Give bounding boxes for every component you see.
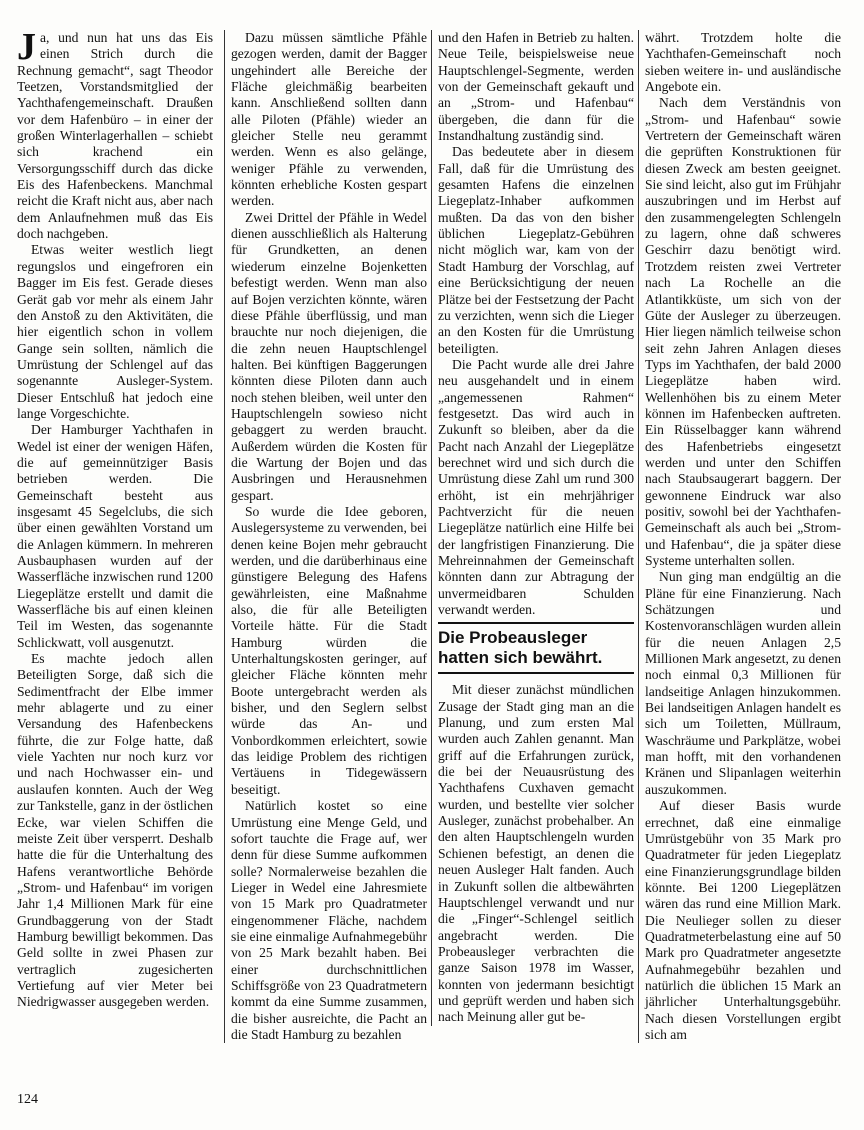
column-1 (17, 26, 213, 1011)
paragraph: Etwas weiter westlich liegt regungslos und eingefroren ein Bagger im Eis fest. Gerade dieses Gerät gab vor mehr als einem Jahr den Anstoß zu den Aktivitäten, die hier eigentlich schon in vollem Gange sein sollten, nämlich die Umrüstung der Schlengel auf das sogenannte Ausleger-System. Dieser Entschluß hat jedoch eine lange Vorgeschichte. (17, 242, 213, 421)
paragraph: Natürlich kostet so eine Umrüstung eine Menge Geld, und sofort tauchte die Frage auf, wer denn für diese Summe aufkommen solle? Normalerweise bezahlen die Lieger in Wedel eine Jahresmiete von 15 Mark pro Quadratmeter eingenommener Fläche, nachdem sie eine einmalige Aufnahmegebühr von 25 Mark bezahlt haben. Bei einer durchschnittlichen Schiffsgröße von 23 Quadratmetern kommt da eine Summe zusammen, die bisher ausreichte, die Pacht an die Stadt Hamburg zu bezahlen (231, 798, 427, 1042)
paragraph: Nun ging man endgültig an die Pläne für eine Finanzierung. Nach Schätzungen und Kostenvoranschlägen wurden allein für die neuen Anlagen 2,5 Millionen Mark angesetzt, zu denen noch einmal 0,3 Millionen für landseitige Anlagen hinzukommen. Bei landseitigen Anlagen handelt es sich um Toiletten, Müllraum, Waschräume und Parkplätze, wobei man hofft, mit den vorhandenen Kränen und Slipanlagen weiterhin auszukommen. (645, 569, 841, 797)
paragraph: Mit dieser zunächst mündlichen Zusage der Stadt ging man an die Planung, und zum ersten Mal wurden auch Zahlen genannt. Man griff auf die Erfahrungen zurück, die bei der Neuausrüstung des Yachthafens Cuxhaven gemacht wurden, und bestellte vier solcher Ausleger, zunächst probehalber. An den alten Hauptschlengeln wurden Schienen befestigt, an denen die neuen Ausleger Halt fanden. Auch in Zukunft sollen die altbewährten Hauptschlengel verwandt und nur die „Finger“-Schlengel seitlich angebracht werden. Die Probeausleger verbrachten die ganze Saison 1978 im Wasser, konnten von jedermann besichtigt und geprüft werden und haben sich nach Meinung aller gut be- (438, 682, 634, 1025)
paragraph: So wurde die Idee geboren, Auslegersysteme zu verwenden, bei denen keine Bojen mehr gebraucht werden, und die darüberhinaus eine günstigere Belegung des Hafens gewährleisten, eine Maßnahme also, die für alle Beteiligten Vorteile hätte. Für die Stadt Hamburg würden die Unterhaltungskosten geringer, auf gleicher Fläche könnten mehr Boote untergebracht werden als bisher, und den Seglern selbst würde das An- und Vonbordkommen erleichtert, sowie das leidige Problem des richtigen Vertäuens in Tidegewässern beseitigt. (231, 503, 427, 797)
paragraph (17, 26, 213, 242)
paragraph: währt. Trotzdem holte die Yachthafen-Gemeinschaft noch sieben weitere in- und ausländische Angebote ein. (645, 30, 841, 95)
paragraph-text: a, und nun hat uns das Eis einen Strich durch die Rechnung gemacht“, sagt Theodor Teetzen, Vorstandsmitglied der Yachthafengemeinschaft. Draußen vor dem Hafenbüro – in einer der großen Winterlagerhallen – schiebt sich krachend ein Versorgungsschiff durch das dicke Eis des Hafenbeckens. Manchmal reicht die Kraft nicht aus, aber nach dem Anlaufnehmen muß das Eis doch nachgeben. (17, 30, 213, 242)
column-4 (638, 30, 841, 1043)
paragraph: und den Hafen in Betrieb zu halten. Neue Teile, beispielsweise neue Hauptschlengel-Segmente, werden von der Gemeinschaft gekauft und an „Strom- und Hafenbau“ übergeben, die dann für die Instandhaltung zuständig sind. (438, 30, 634, 144)
paragraph: Das bedeutete aber in diesem Fall, daß für die Umrüstung des gesamten Hafens die einzelnen Liegeplatz-Inhaber aufkommen mußten. Da das von den bisher üblichen Liegeplatz-Gebühren nicht möglich war, kam von der Stadt Hamburg der Vorschlag, auf eine Berücksichtigung der neuen Plätze bei der Festsetzung der Pacht zu verzichten, wenn sich die Lieger an den Kosten für die Umrüstung beteiligten. (438, 144, 634, 356)
drop-cap: J (17, 26, 36, 68)
headline-line-1: Die Probeausleger (438, 628, 588, 648)
paragraph: Auf dieser Basis wurde errechnet, daß eine einmalige Umrüstgebühr von 35 Mark pro Quadratmeter für jeden Liegeplatz eine Finanzierungsgrundlage bilden könnte. Bei 1200 Liegeplätzen wären das rund eine Million Mark. Die Neulieger sollen zu dieser Quadratmeterbelastung eine auf 50 Mark pro Quadratmeter angesetzte Aufnahmegebühr bezahlen und natürlich die üblichen 15 Mark an jährlicher Unterhaltungsgebühr. Nach diesen Vorstellungen ergibt sich am (645, 798, 841, 1042)
section-headline (438, 622, 634, 674)
paragraph: Nach dem Verständnis von „Strom- und Hafenbau“ sowie Vertretern der Gemeinschaft wären die geprüften Konstruktionen für diesen Zweck am besten geeignet. Sie sind leicht, also gut im Frühjahr auszubringen und im Herbst auf den zusammengelegten Schlengeln zu lagern, ohne daß schweres Geschirr dazu benötigt wird. Trotzdem reisten zwei Vertreter nach La Rochelle an die Atlantikküste, um sich von der Güte der Ausleger zu überzeugen. Hier liegen nämlich teilweise schon seit zehn Jahren Anlagen dieses Typs im Yachthafen, der bald 2000 Liegeplätze haben wird. Wellenhöhen bis zu einem Meter können im Hafenbecken auftreten. Ein Rüsselbagger kann während des Hafenbetriebs eingesetzt werden und unter den Schiffen nach Staubsaugerart baggern. Der gewonnene Eindruck war also positiv, sowohl bei der Yachthafen-Gemeinschaft als auch bei „Strom- und Hafenbau“, die ja später diese Systeme unterhalten sollen. (645, 95, 841, 568)
column-3 (431, 30, 634, 1026)
paragraph: Dazu müssen sämtliche Pfähle gezogen werden, damit der Bagger ungehindert alle Bereiche der Fläche gleichmäßig bearbeiten kann. Anschließend sollten dann alle Piloten (Pfähle) wieder an gleicher Stelle neu gerammt werden. Wenn es also gelänge, weniger Pfähle zu verwenden, könnten erhebliche Kosten gespart werden. (231, 30, 427, 209)
headline-line-2: hatten sich bewährt. (438, 648, 603, 668)
paragraph: Zwei Drittel der Pfähle in Wedel dienen ausschließlich als Halterung für Grundketten, an denen wiederum einzelne Bojenketten befestigt werden. Wenn man also auf Bojen verzichten könnte, wären diese Pfähle überflüssig, und man brauchte nur noch diejenigen, die die zehn neuen Hauptschlengel halten. Bei künftigen Baggerungen könnten diese Piloten dann auch noch stehen bleiben, weil unter den Hauptschlengeln sowieso nicht gebaggert zu werden braucht. Außerdem würden die Kosten für die Wartung der Bojen und das Ausbringen und Herausnehmen gespart. (231, 209, 427, 503)
page-number: 124 (17, 1092, 38, 1107)
paragraph: Es machte jedoch allen Beteiligten Sorge, daß sich die Sedimentfracht der Elbe immer mehr ablagerte und zu einer Versandung des Hafenbeckens führte, die zur Folge hatte, daß viele Yachten nur noch kurz vor und nach Hochwasser ein- und auslaufen konnten. Auch der Weg zur Tankstelle, ganz in der östlichen Ecke, war vielen Schiffen die meiste Zeit über versperrt. Deshalb hatte die für die Unterhaltung des Hafens verantwortliche Behörde „Strom- und Hafenbau“ im vorigen Jahr 1,4 Millionen Mark für eine Grundbaggerung von der Stadt Hamburg bewilligt bekommen. Das Geld sollte in zwei Phasen zur vertraglich zugesicherten Vertiefung auf vier Meter bei Niedrigwasser ausgegeben werden. (17, 651, 213, 1010)
paragraph: Die Pacht wurde alle drei Jahre neu ausgehandelt und in einem „angemessenen Rahmen“ festgesetzt. Das wird auch in Zukunft so bleiben, aber da die Pacht nach Anzahl der Liegeplätze berechnet wird und sich durch die Umrüstung diese Zahl um rund 300 erhöht, ist ein mehrjähriger Pachtverzicht für die neuen Liegeplätze natürlich eine Hilfe bei der langfristigen Finanzierung. Die Mehreinnahmen der Gemeinschaft könnten dann zur Abtragung der unvermeidbaren Schulden verwandt werden. (438, 356, 634, 618)
paragraph: Der Hamburger Yachthafen in Wedel ist einer der wenigen Häfen, die auf gemeinnütziger Basis betrieben werden. Die Gemeinschaft besteht aus insgesamt 45 Segelclubs, die sich über einen gewählten Vorstand um die Anlagen kümmern. In mehreren Ausbauphasen wurden auf der Wasserfläche inzwischen rund 1200 Liegeplätze erstellt und damit die Wasserfläche bis auf einen kleinen Teil im Westen, das sogenannte Schlickwatt, voll ausgenutzt. (17, 422, 213, 650)
column-2 (224, 30, 427, 1043)
